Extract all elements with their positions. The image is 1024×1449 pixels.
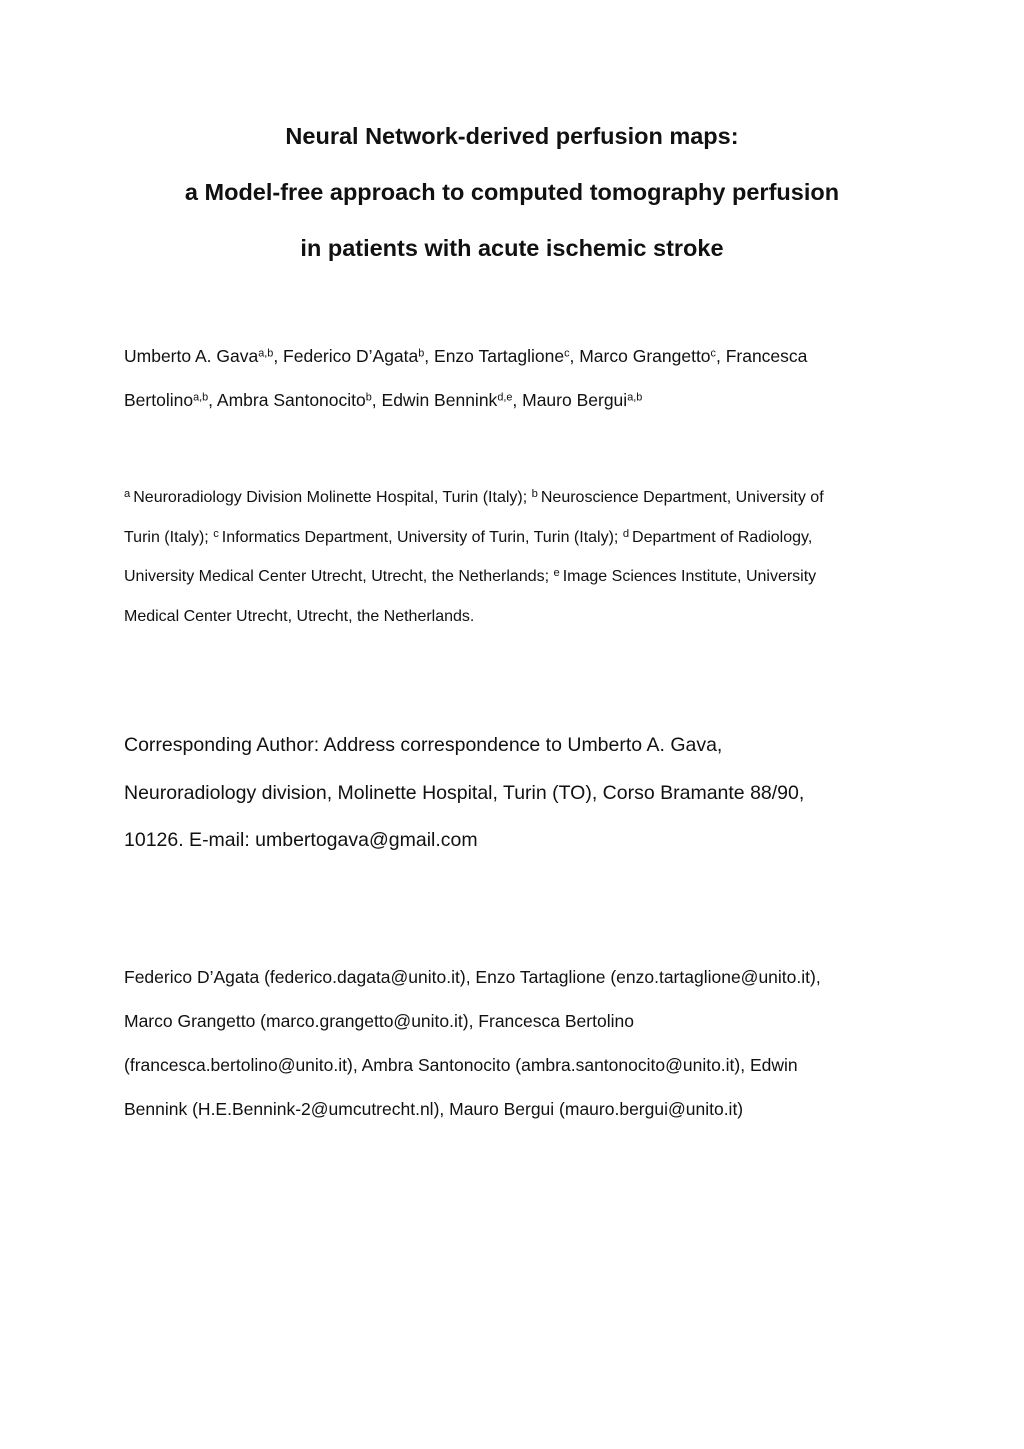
author: Umberto A. Gava$^{a,b}$,: [124, 346, 284, 366]
author-list-line-2: [124, 390, 642, 411]
coauthor-emails-line-1: Federico D’Agata (federico.dagata@unito.it), Enzo Tartaglione (enzo.tartaglione@unito.it),: [124, 967, 821, 987]
author: Mauro Bergui$^{a,b}$: [522, 390, 643, 410]
corresponding-author-line-2: Neuroradiology division, Molinette Hospital, Turin (TO), Corso Bramante 88/90,: [124, 782, 805, 804]
affiliations-line-1: $^a$ Neuroradiology Division Molinette Hospital, Turin (Italy); $^b$ Neuroscience Department, University of: [124, 487, 824, 506]
coauthor-emails-line-3: (francesca.bertolino@unito.it), Ambra Santonocito (ambra.santonocito@unito.it), Edwin: [124, 1055, 798, 1075]
corresponding-author-line-1: Corresponding Author: Address correspondence to Umberto A. Gava,: [124, 734, 723, 756]
author: Edwin Bennink$^{d,e}$,: [381, 390, 523, 410]
author: Enzo Tartaglione$^c$,: [434, 346, 580, 366]
paper-title-line-1: Neural Network-derived perfusion maps:: [285, 123, 739, 149]
corresponding-author-line-3: 10126. E-mail: umbertogava@gmail.com: [124, 829, 478, 851]
author-list-line-1: [124, 346, 807, 367]
paper-title-line-2: a Model-free approach to computed tomography perfusion: [184, 179, 840, 205]
author: Bertolino$^{a,b}$,: [124, 390, 217, 410]
affiliations-line-2: Turin (Italy); $^c$ Informatics Department, University of Turin, Turin (Italy); $^d$ Department of Radiology,: [124, 527, 813, 546]
paper-title-line-3: in patients with acute ischemic stroke: [300, 235, 724, 261]
author: Marco Grangetto$^c$,: [579, 346, 726, 366]
coauthor-emails-line-2: Marco Grangetto (marco.grangetto@unito.it), Francesca Bertolino: [124, 1011, 634, 1031]
author: Ambra Santonocito$^b$,: [216, 390, 382, 410]
coauthor-emails-line-4: Bennink (H.E.Bennink-2@umcutrecht.nl), Mauro Bergui (mauro.bergui@unito.it): [124, 1099, 744, 1119]
affiliations-line-3: University Medical Center Utrecht, Utrecht, the Netherlands; $^e$ Image Sciences Institute, University: [124, 566, 817, 585]
author: Federico D’Agata$^b$,: [283, 346, 435, 366]
author: Francesca: [725, 346, 808, 366]
affiliations-line-4: Medical Center Utrecht, Utrecht, the Netherlands.: [124, 608, 475, 625]
